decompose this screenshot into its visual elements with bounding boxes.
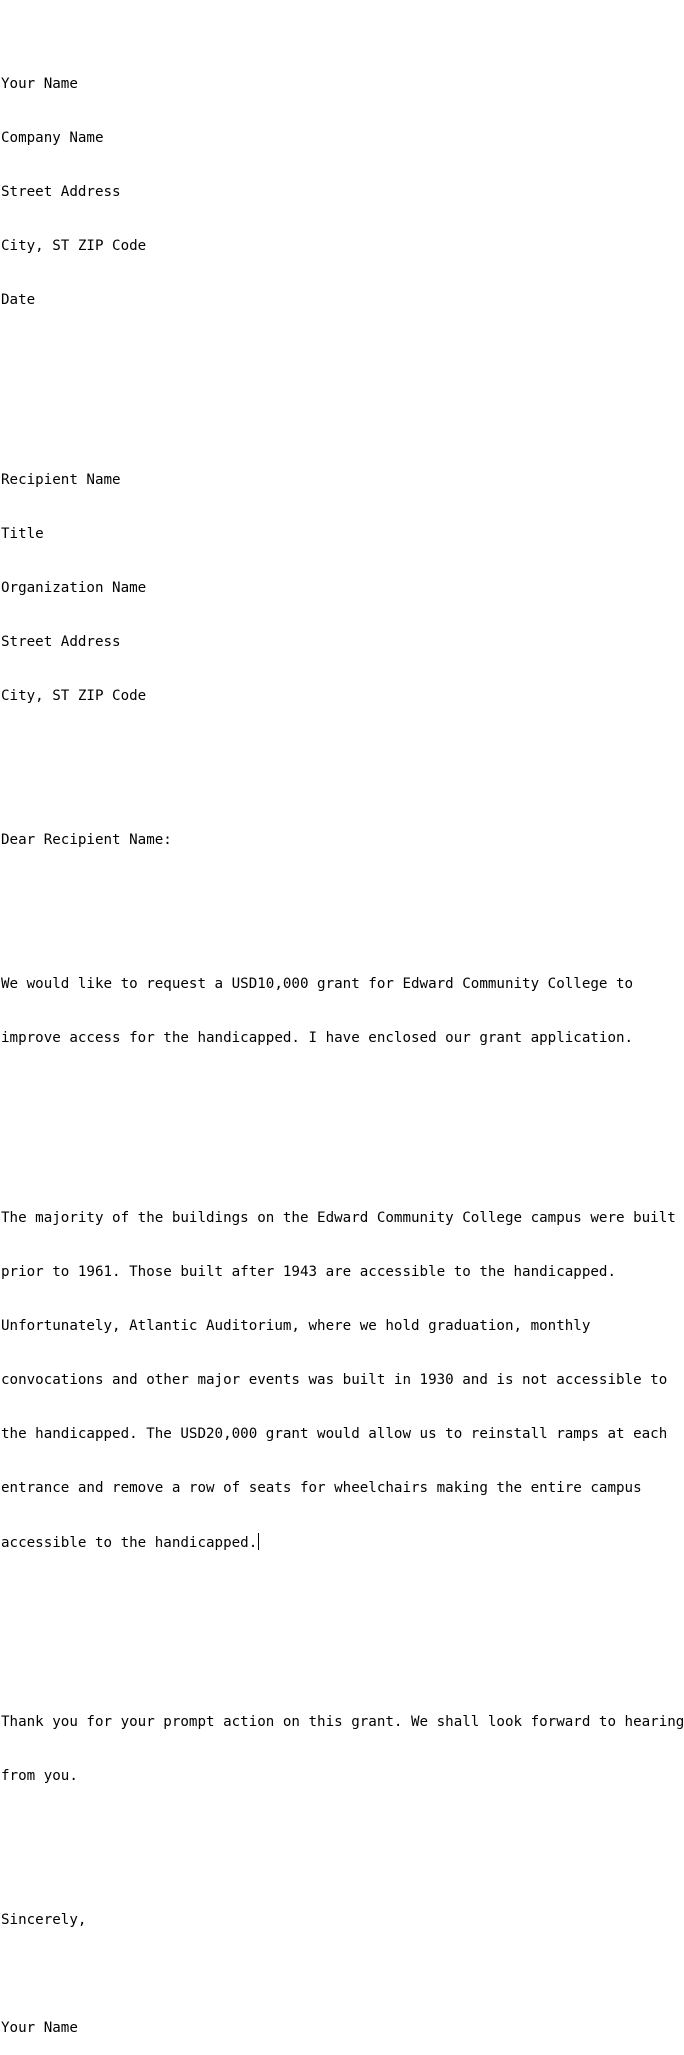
paragraph-line: Unfortunately, Atlantic Auditorium, where we hold graduation, monthly bbox=[1, 1318, 591, 1334]
blank-line bbox=[1, 1623, 649, 1641]
blank-line bbox=[1, 1965, 649, 1983]
paragraph-line: prior to 1961. Those built after 1943 are accessible to the handicapped. bbox=[1, 1264, 616, 1280]
recipient-city-state-zip: City, ST ZIP Code bbox=[1, 688, 147, 704]
recipient-title: Title bbox=[1, 526, 44, 542]
blank-line bbox=[1, 1119, 649, 1137]
blank-line bbox=[1, 1857, 649, 1875]
paragraph-details bbox=[1, 1173, 676, 1587]
paragraph-line-text: accessible to the handicapped. bbox=[1, 1535, 258, 1551]
recipient-street: Street Address bbox=[1, 634, 121, 650]
sender-street: Street Address bbox=[1, 184, 121, 200]
sender-block bbox=[1, 39, 649, 345]
paragraph-line: convocations and other major events was built in 1930 and is not accessible to bbox=[1, 1372, 668, 1388]
paragraph-line: The majority of the buildings on the Edward Community College campus were built bbox=[1, 1210, 676, 1226]
signature-name: Your Name bbox=[1, 2020, 78, 2036]
letter-document[interactable] bbox=[1, 3, 684, 2055]
blank-line bbox=[1, 777, 649, 795]
recipient-block bbox=[1, 435, 649, 741]
paragraph-line: improve access for the handicapped. I have enclosed our grant application. bbox=[1, 1030, 634, 1046]
recipient-organization: Organization Name bbox=[1, 580, 147, 596]
paragraph-request bbox=[1, 939, 649, 1083]
paragraph-line: from you. bbox=[1, 1768, 78, 1784]
recipient-name: Recipient Name bbox=[1, 472, 121, 488]
salutation: Dear Recipient Name: bbox=[1, 832, 172, 848]
paragraph-thanks bbox=[1, 1677, 684, 1821]
paragraph-line: Thank you for your prompt action on this grant. We shall look forward to hearing bbox=[1, 1714, 684, 1730]
closing: Sincerely, bbox=[1, 1912, 87, 1928]
paragraph-line: the handicapped. The USD20,000 grant would allow us to reinstall ramps at each bbox=[1, 1426, 668, 1442]
paragraph-line-with-caret bbox=[1, 1533, 649, 1551]
blank-line bbox=[1, 885, 649, 903]
paragraph-line: We would like to request a USD10,000 grant for Edward Community College to bbox=[1, 976, 634, 992]
sender-name: Your Name bbox=[1, 76, 78, 92]
paragraph-line: entrance and remove a row of seats for wheelchairs making the entire campus bbox=[1, 1480, 642, 1496]
blank-line bbox=[1, 381, 649, 399]
text-caret bbox=[258, 1533, 259, 1550]
sender-city-state-zip: City, ST ZIP Code bbox=[1, 238, 147, 254]
letter-date: Date bbox=[1, 292, 36, 308]
sender-company: Company Name bbox=[1, 130, 104, 146]
